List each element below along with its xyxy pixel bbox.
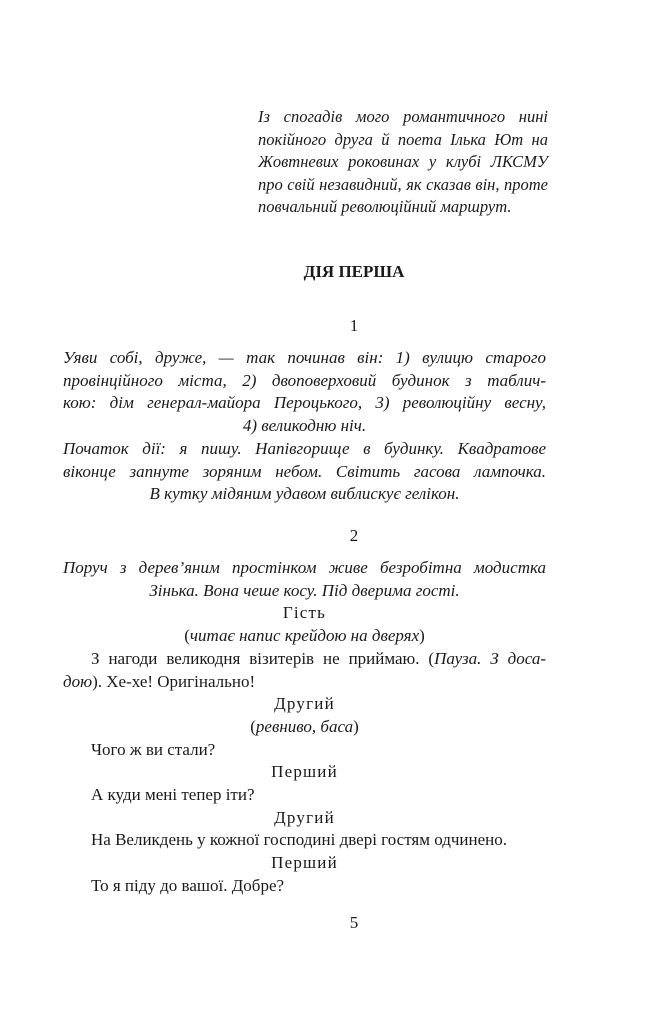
scene-2-text bbox=[63, 557, 546, 898]
stage-direction-line: Поруч з дерев’яним простінком живе безробітна модистка bbox=[63, 558, 546, 577]
speech-line: Чого ж ви стали? bbox=[91, 739, 216, 759]
scene-number: 1 bbox=[349, 316, 359, 335]
stage-direction-line: кою: дім генерал-майора Пероцького, 3) революційну весну, bbox=[63, 393, 546, 413]
epigraph-line: про свій незавидний, як сказав він, проте bbox=[258, 174, 548, 194]
speech-line: З нагоди великодня візитерів не приймаю. (Пауза. З доса- bbox=[91, 648, 546, 668]
epigraph-line: покійного друга й поета Ілька Ют на bbox=[258, 129, 548, 149]
stage-direction: (читає напис крейдою на дверях) bbox=[184, 626, 425, 646]
stage-direction-text: дою bbox=[63, 671, 93, 691]
stage-direction-line: В кутку мідяним удавом виблискує гелікон. bbox=[149, 484, 460, 504]
speech-line: То я піду до вашої. Добре? bbox=[91, 875, 285, 895]
stage-direction-line: провінційного міста, 2) двоповерховий будинок з таблич- bbox=[63, 370, 546, 390]
page-number: 5 bbox=[349, 913, 359, 932]
speaker-name: Гість bbox=[282, 603, 327, 623]
act-title: ДІЯ ПЕРША bbox=[303, 262, 405, 281]
stage-direction-text: читає напис крейдою на дверях bbox=[189, 626, 420, 646]
epigraph-line: Жовтневих роковинах у клубі ЛКСМУ bbox=[258, 152, 548, 171]
stage-direction-line: Зінька. Вона чеше косу. Під дверима гості. bbox=[149, 580, 460, 600]
speaker-name: Перший bbox=[271, 853, 338, 873]
speech-line: А куди мені тепер іти? bbox=[91, 785, 255, 805]
stage-direction: (ревниво, баса) bbox=[250, 716, 359, 736]
speaker-name: Другий bbox=[274, 694, 335, 714]
stage-direction-line: Уяви собі, друже, — так починав він: 1) вулицю старого bbox=[63, 348, 546, 367]
scene-number: 2 bbox=[349, 526, 359, 545]
stage-direction-text: ревниво, баса bbox=[255, 716, 354, 736]
speech-line: На Великдень у кожної господині двері гостям одчинено. bbox=[91, 830, 508, 850]
speaker-name: Другий bbox=[274, 807, 335, 827]
stage-direction-text: Пауза. З доса- bbox=[434, 648, 546, 668]
epigraph bbox=[258, 106, 548, 219]
speaker-name: Перший bbox=[271, 762, 338, 782]
epigraph-line: повчальний революційний маршрут. bbox=[258, 197, 512, 216]
speech-line: дою). Хе-хе! Оригінально! bbox=[63, 671, 256, 691]
stage-direction-line: 4) великодню ніч. bbox=[242, 416, 367, 436]
scene-1-stage-directions bbox=[63, 347, 546, 506]
stage-direction-line: Початок дії: я пишу. Напівгорище в будинку. Квадратове bbox=[63, 438, 546, 458]
epigraph-line: Із спогадів мого романтичного нині bbox=[258, 107, 548, 126]
stage-direction-line: віконце запнуте зоряним небом. Світить гасова лампочка. bbox=[63, 461, 546, 481]
